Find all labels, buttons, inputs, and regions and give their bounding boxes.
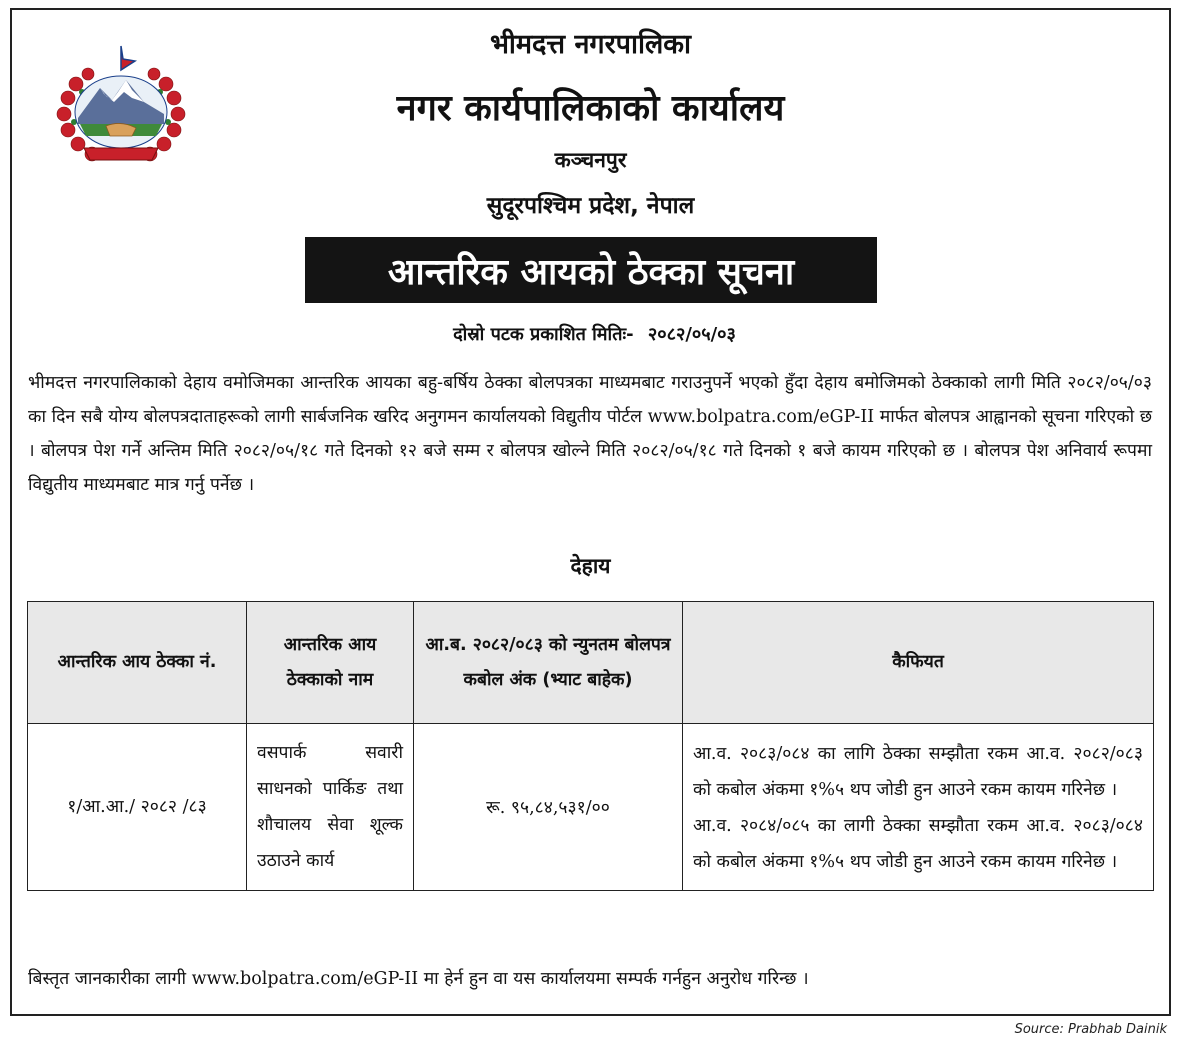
header-contract-name: आन्तरिक आय ठेक्काको नाम: [247, 602, 414, 724]
remark-year-2: आ.व. २०८४/०८५ का लागी ठेक्का सम्झौता रकम आ.व. २०८३/०८४ को कबोल अंकमा १%५ थप जोडी हुन आउने रकम कायम गरिनेछ ।: [693, 816, 1143, 872]
source-credit: Source: Prabhab Dainik: [1014, 1022, 1167, 1037]
cell-contract-name: वसपार्क सवारी साधनको पार्किङ तथा शौचालय सेवा शूल्क उठाउने कार्य: [247, 724, 414, 891]
notice-title: आन्तरिक आयको ठेक्का सूचना: [305, 237, 877, 303]
header-contract-number: आन्तरिक आय ठेक्का नं.: [28, 602, 247, 724]
remark-year-1: आ.व. २०८३/०८४ का लागि ठेक्का सम्झौता रकम आ.व. २०८२/०८३ को कबोल अंकमा १%५ थप जोडी हुन आउने रकम कायम गरिनेछ ।: [693, 744, 1143, 800]
header-remarks: कैफियत: [683, 602, 1154, 724]
municipality-name: भीमदत्त नगरपालिका: [489, 29, 692, 60]
table-header-row: [28, 602, 1154, 724]
province-name: सुदूरपश्चिम प्रदेश, नेपाल: [486, 193, 695, 219]
published-date-line: [0, 322, 1181, 346]
footer-contact-text: बिस्तृत जानकारीका लागी www.bolpatra.com/eGP-II मा हेर्न हुन वा यस कार्यालयमा सम्पर्क गर्नहुन अनुरोध गरिन्छ ।: [28, 969, 809, 989]
header-minimum-bid: आ.ब. २०८२/०८३ को न्युनतम बोलपत्र कबोल अंक (भ्याट बाहेक): [414, 602, 683, 724]
section-heading: देहाय: [570, 554, 611, 578]
office-name: नगर कार्यपालिकाको कार्यालय: [396, 88, 785, 129]
published-label: दोस्रो पटक प्रकाशित मितिः-: [453, 324, 634, 345]
published-date: २०८२/०५/०३: [647, 324, 736, 345]
table-row: [28, 724, 1154, 891]
cell-minimum-bid: रू. ९५,८४,५३१/००: [414, 724, 683, 891]
notice-paragraph: भीमदत्त नगरपालिकाको देहाय वमोजिमका आन्तरिक आयका बहु-बर्षिय ठेक्का बोलपत्रका माध्यमबाट गराउनुपर्ने भएको हुँदा देहाय बमोजिमको ठेक्काको लागी मिति २०८२/०५/०३ का दिन सबै योग्य बोलपत्रदाताहरूको लागी सार्बजनिक खरिद अनुगमन कार्यालयको विद्युतीय पोर्टल www.bolpatra.com/eGP-II मार्फत बोलपत्र आह्वानको सूचना गरिएको छ । बोलपत्र पेश गर्ने अन्तिम मिति २०८२/०५/१८ गते दिनको १२ बजे सम्म र बोलपत्र खोल्ने मिति २०८२/०५/१८ गते दिनको १ बजे कायम गरिएको छ । बोलपत्र पेश अनिवार्य रूपमा विद्युतीय माध्यमबाट मात्र गर्नु पर्नेछ ।: [28, 373, 1152, 495]
cell-contract-number: १/आ.आ./ २०८२ /८३: [28, 724, 247, 891]
cell-remarks: [683, 724, 1154, 891]
district-name: कञ्चनपुर: [554, 148, 627, 172]
contract-table: [27, 601, 1154, 891]
